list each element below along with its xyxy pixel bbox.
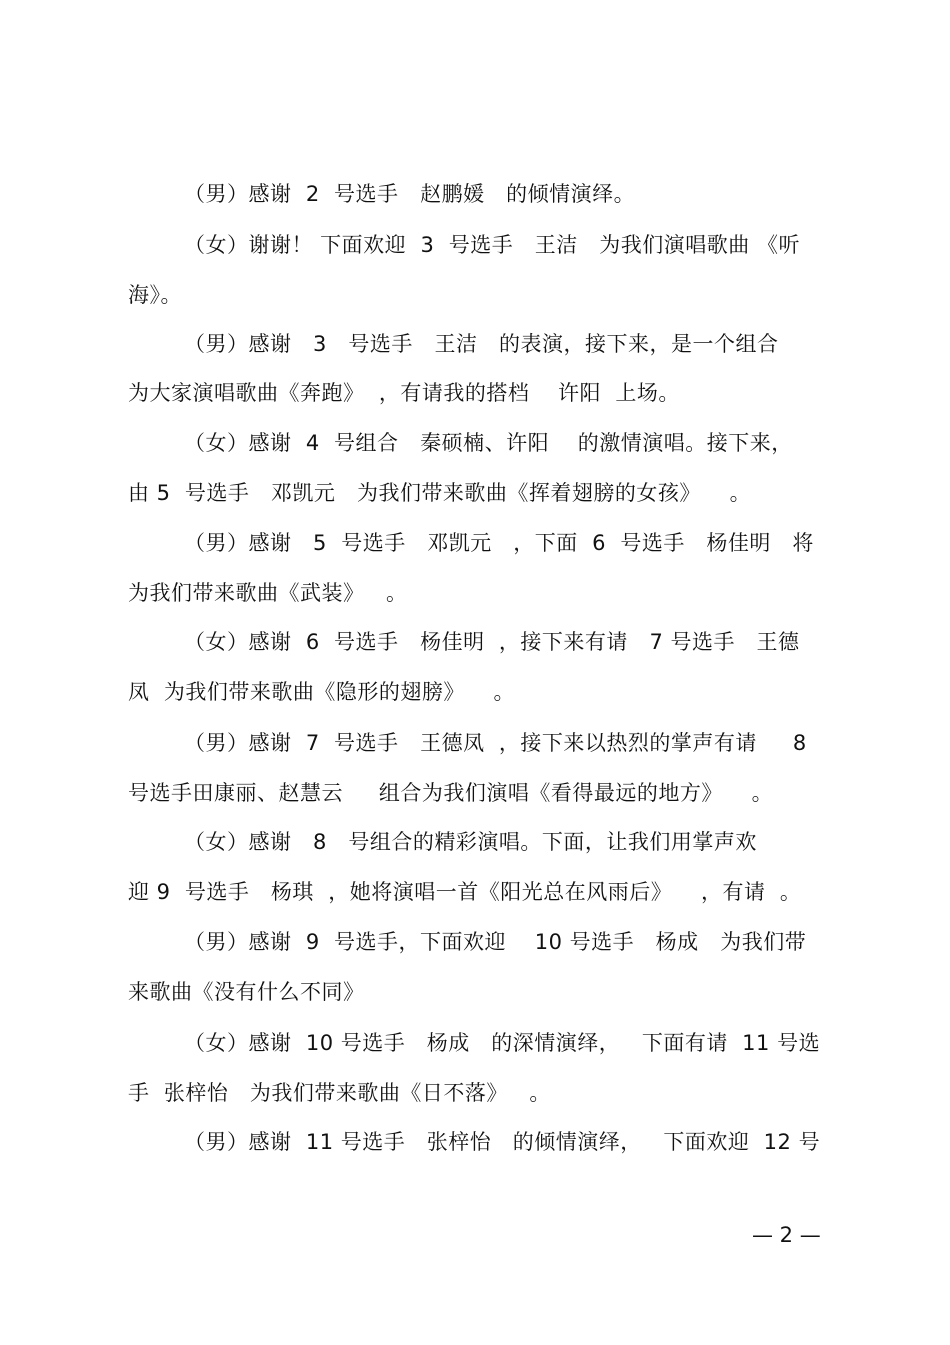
page-number: — 2 —	[752, 1223, 821, 1247]
text-line: 海》。	[128, 283, 182, 307]
text-line: （男）感谢 2 号选手 赵鹏媛 的倾情演绎。	[184, 182, 636, 206]
text-line: 手 张梓怡 为我们带来歌曲《日不落》 。	[128, 1081, 551, 1105]
text-line: （男）感谢 7 号选手 王德凤 ，接下来以热烈的掌声有请 8	[184, 731, 807, 755]
text-line: （女）感谢 4 号组合 秦硕楠、许阳 的激情演唱。接下来，	[184, 431, 793, 455]
text-line: 来歌曲《没有什么不同》	[128, 980, 365, 1004]
text-line: （女）感谢 10 号选手 杨成 的深情演绎， 下面有请 11 号选	[184, 1031, 821, 1055]
text-line: （女）感谢 8 号组合的精彩演唱。下面，让我们用掌声欢	[184, 830, 757, 854]
text-line: 为我们带来歌曲《武装》 。	[128, 581, 408, 605]
text-line: 凤 为我们带来歌曲《隐形的翅膀》 。	[128, 680, 516, 704]
text-line: （男）感谢 3 号选手 王洁 的表演，接下来，是一个组合	[184, 332, 779, 356]
text-line: 为大家演唱歌曲《奔跑》 ，有请我的搭档 许阳 上场。	[128, 381, 680, 405]
text-line: （女）谢谢！ 下面欢迎 3 号选手 王洁 为我们演唱歌曲 《听	[184, 233, 800, 257]
text-line: （女）感谢 6 号选手 杨佳明 ，接下来有请 7 号选手 王德	[184, 630, 800, 654]
text-line: （男）感谢 5 号选手 邓凯元 ，下面 6 号选手 杨佳明 将	[184, 531, 814, 555]
text-line: （男）感谢 11 号选手 张梓怡 的倾情演绎， 下面欢迎 12 号	[184, 1130, 821, 1154]
text-line: （男）感谢 9 号选手，下面欢迎 10 号选手 杨成 为我们带	[184, 930, 807, 954]
text-line: 号选手田康丽、赵慧云 组合为我们演唱《看得最远的地方》 。	[128, 781, 774, 805]
text-line: 迎 9 号选手 杨琪 ，她将演唱一首《阳光总在风雨后》 ，有请 。	[128, 880, 802, 904]
text-line: 由 5 号选手 邓凯元 为我们带来歌曲《挥着翅膀的女孩》 。	[128, 481, 752, 505]
